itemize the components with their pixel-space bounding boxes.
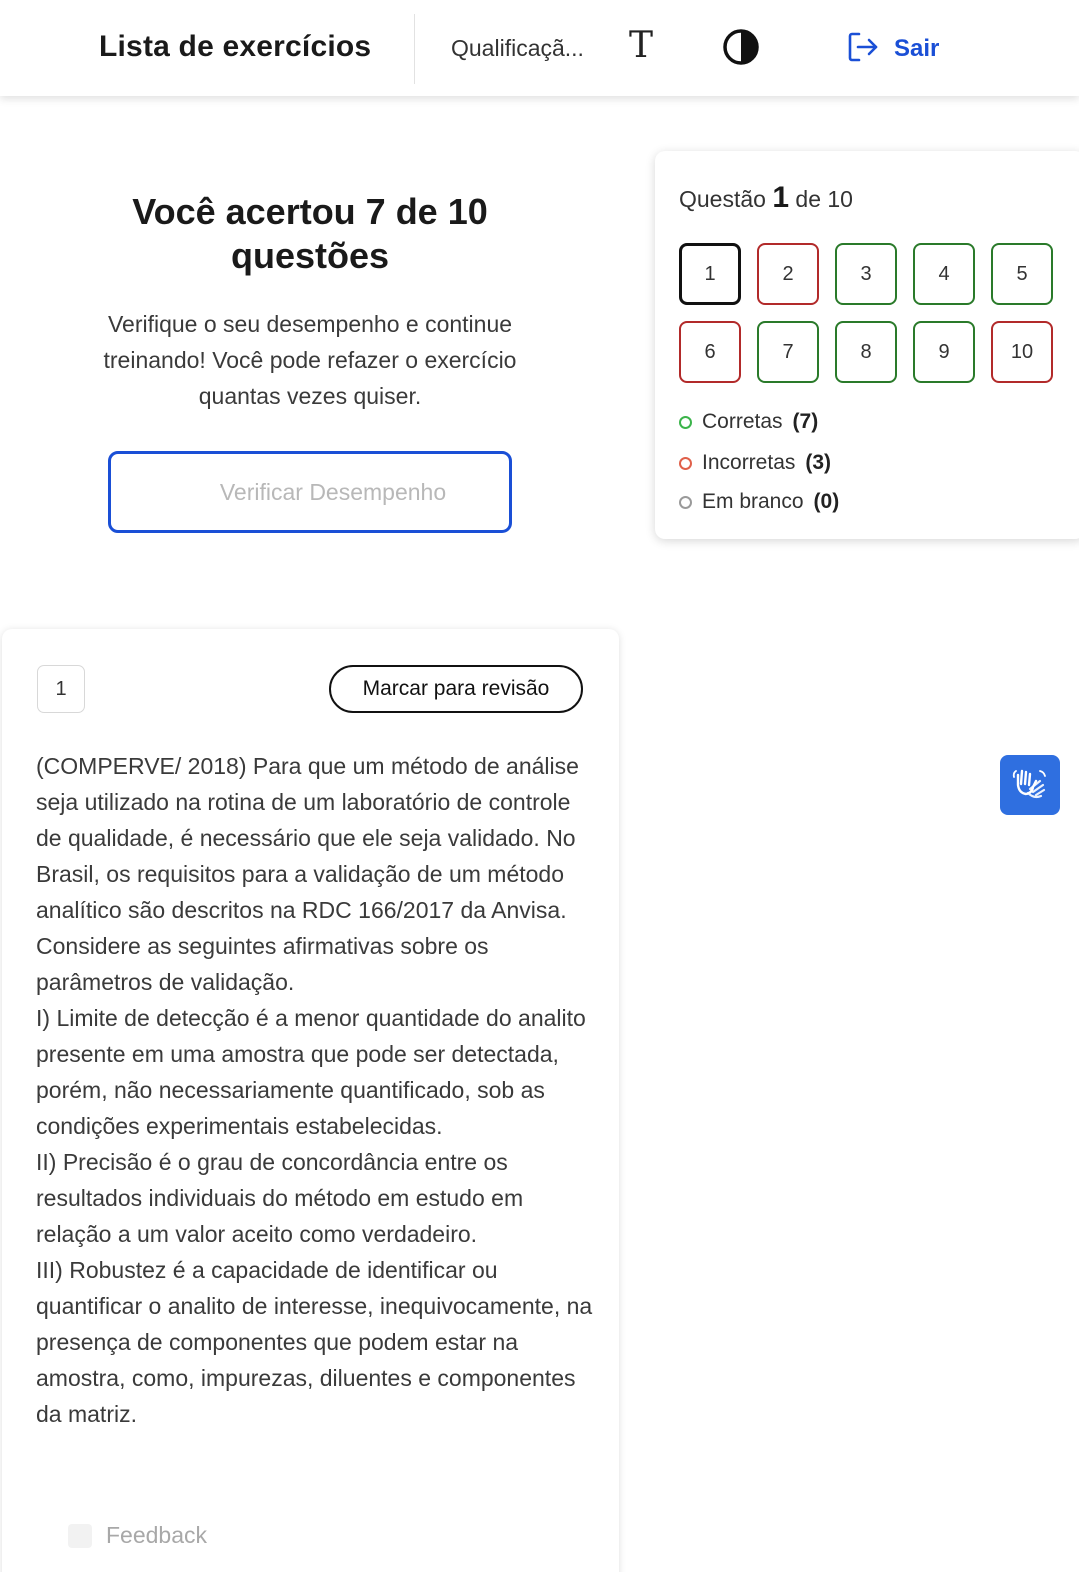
header-divider [414, 14, 415, 84]
question-statement [36, 748, 598, 1432]
logout-label: Sair [894, 35, 940, 62]
question-navigator [655, 151, 1079, 539]
page-title: Lista de exercícios [99, 30, 372, 63]
logout-icon [846, 30, 880, 69]
verify-performance-button[interactable]: Verificar Desempenho [108, 451, 512, 533]
counter-suffix: de 10 [795, 186, 853, 212]
result-title: Você acertou 7 de 10 questões [132, 191, 488, 276]
counter-prefix: Questão [679, 186, 766, 212]
question-button-1[interactable]: 1 [679, 243, 741, 305]
question-button-5[interactable]: 5 [991, 243, 1053, 305]
legend-blank: Em branco (0) [679, 487, 839, 517]
feedback-icon [68, 1524, 92, 1548]
question-button-8[interactable]: 8 [835, 321, 897, 383]
sign-language-hands-icon [1010, 763, 1050, 808]
result-description: Verifique o seu desempenho e continue treinando! Você pode refazer o exercício quantas vezes quiser. [103, 311, 517, 409]
question-counter [679, 181, 853, 215]
question-paragraph: III) Robustez é a capacidade de identificar ou quantificar o analito de interesse, inequivocamente, na presença de componentes que podem estar na amostra, como, impurezas, diluentes e componentes da matriz. [36, 1257, 593, 1427]
question-paragraph: II) Precisão é o grau de concordância entre os resultados individuais do método em estudo em relação a um valor aceito como verdadeiro. [36, 1149, 524, 1247]
feedback-label: Feedback [106, 1522, 208, 1548]
question-button-7[interactable]: 7 [757, 321, 819, 383]
top-header [0, 0, 1079, 96]
contrast-icon[interactable] [722, 28, 760, 66]
question-button-9[interactable]: 9 [913, 321, 975, 383]
course-name[interactable]: Qualificaçã... [451, 35, 584, 61]
sign-language-button[interactable] [1000, 755, 1060, 815]
question-button-3[interactable]: 3 [835, 243, 897, 305]
logout-button[interactable] [846, 29, 939, 69]
font-size-icon[interactable]: T [628, 25, 653, 66]
blank-dot-icon [679, 496, 692, 509]
wrong-dot-icon [679, 457, 692, 470]
correct-dot-icon [679, 416, 692, 429]
feedback-toggle[interactable] [68, 1522, 207, 1549]
question-paragraph: I) Limite de detecção é a menor quantidade do analito presente em uma amostra que pode ser detectada, porém, não necessariamente quantificado, sob as condições experimentais estabelecidas. [36, 1005, 586, 1139]
status-legend [679, 407, 839, 517]
counter-current: 1 [772, 181, 790, 214]
question-card [2, 629, 619, 1572]
legend-correct: Corretas (7) [679, 407, 839, 437]
legend-wrong: Incorretas (3) [679, 448, 839, 478]
question-button-6[interactable]: 6 [679, 321, 741, 383]
question-grid [679, 243, 1059, 383]
question-button-4[interactable]: 4 [913, 243, 975, 305]
question-button-10[interactable]: 10 [991, 321, 1053, 383]
question-number: 1 [37, 665, 85, 713]
mark-for-review-button[interactable]: Marcar para revisão [329, 665, 583, 713]
question-button-2[interactable]: 2 [757, 243, 819, 305]
question-paragraph: (COMPERVE/ 2018) Para que um método de análise seja utilizado na rotina de um laboratório de controle de qualidade, é necessário que ele seja validado. No Brasil, os requisitos para a validação de um método analítico são descritos na RDC 166/2017 da Anvisa. Considere as seguintes afirmativas sobre os parâmetros de validação. [36, 753, 579, 995]
